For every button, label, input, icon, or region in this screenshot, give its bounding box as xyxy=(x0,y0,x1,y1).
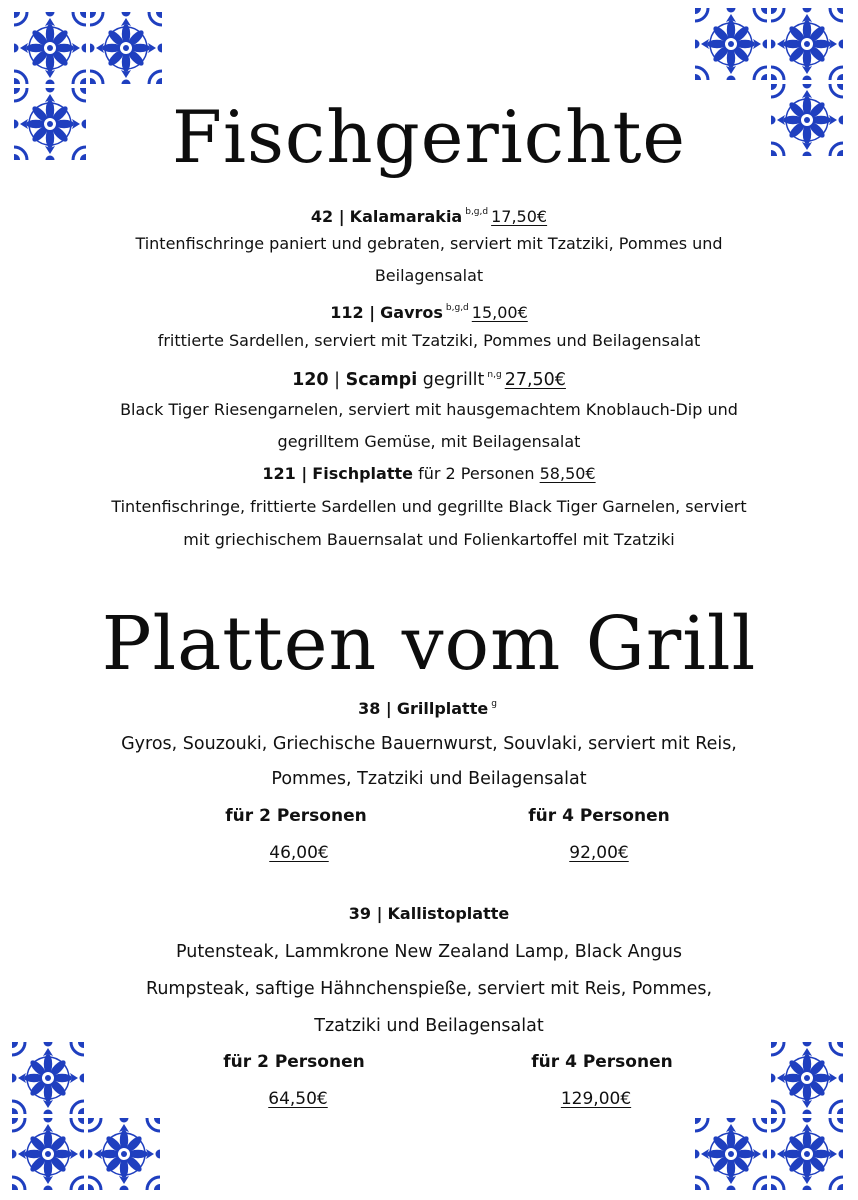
item-description: Tintenfischringe paniert und gebraten, serviert mit Tzatziki, Pommes und xyxy=(135,234,723,253)
azulejo-tile-icon xyxy=(88,1118,160,1190)
item-name: Kallistoplatte xyxy=(387,904,510,923)
item-number: 38 | xyxy=(358,699,392,718)
item-description: Tzatziki und Beilagensalat xyxy=(314,1016,544,1036)
allergen-codes: g xyxy=(491,699,497,709)
option-label: für 2 Personen xyxy=(223,1052,365,1072)
item-name: Grillplatte xyxy=(396,699,489,718)
menu-item-scampi xyxy=(0,364,858,391)
item-suffix: für 2 Personen xyxy=(418,464,535,483)
menu-item-kallistoplatte xyxy=(0,904,858,924)
menu-item-grillplatte xyxy=(0,694,858,719)
allergen-codes: b,g,d xyxy=(445,303,469,313)
option-label: für 4 Personen xyxy=(531,1052,673,1072)
azulejo-tile-icon xyxy=(771,8,843,80)
item-description: Pommes, Tzatziki und Beilagensalat xyxy=(271,769,587,789)
allergen-codes: b,g,d xyxy=(465,207,489,217)
item-description: Beilagensalat xyxy=(374,266,484,285)
item-description: mit griechischem Bauernsalat und Folienkartoffel mit Tzatziki xyxy=(183,530,675,549)
azulejo-tile-icon xyxy=(90,12,162,84)
item-price: 27,50€ xyxy=(504,370,566,390)
section-title-platten-vom-grill: Platten vom Grill xyxy=(101,601,757,687)
item-number: 42 | xyxy=(310,207,345,226)
option-label: für 2 Personen xyxy=(225,806,367,826)
item-separator: | xyxy=(334,370,341,390)
item-name: Scampi xyxy=(345,370,418,390)
item-name: Kalamarakia xyxy=(349,207,463,226)
item-description: frittierte Sardellen, serviert mit Tzatziki, Pommes und Beilagensalat xyxy=(157,331,701,350)
option-price: 64,50€ xyxy=(268,1089,328,1109)
azulejo-tile-icon xyxy=(12,1118,84,1190)
azulejo-tile-icon xyxy=(12,1042,84,1114)
item-price: 58,50€ xyxy=(539,464,596,483)
item-price: 15,00€ xyxy=(471,303,528,322)
menu-item-kalamarakia xyxy=(0,202,858,227)
azulejo-tile-icon xyxy=(771,1042,843,1114)
item-description: gegrilltem Gemüse, mit Beilagensalat xyxy=(277,432,581,451)
item-number: 120 xyxy=(292,370,329,390)
item-description: Rumpsteak, saftige Hähnchenspieße, serviert mit Reis, Pommes, xyxy=(145,979,713,999)
item-description: Black Tiger Riesengarnelen, serviert mit hausgemachtem Knoblauch-Dip und xyxy=(120,400,738,419)
item-number: 112 | xyxy=(330,303,376,322)
section-title-fischgerichte: Fischgerichte xyxy=(171,95,686,179)
item-description: Gyros, Souzouki, Griechische Bauernwurst, Souvlaki, serviert mit Reis, xyxy=(121,734,737,754)
item-name: Fischplatte xyxy=(312,464,413,483)
azulejo-tile-icon xyxy=(695,8,767,80)
item-price: 17,50€ xyxy=(491,207,548,226)
item-description: Putensteak, Lammkrone New Zealand Lamp, Black Angus xyxy=(175,942,683,962)
option-price: 46,00€ xyxy=(269,843,329,863)
menu-item-fischplatte xyxy=(0,464,858,484)
option-label: für 4 Personen xyxy=(528,806,670,826)
menu-item-gavros xyxy=(0,298,858,323)
allergen-codes: n,g xyxy=(487,370,502,380)
item-number: 121 | xyxy=(262,464,308,483)
item-name: Gavros xyxy=(380,303,443,322)
item-number: 39 | xyxy=(348,904,383,923)
azulejo-tile-icon xyxy=(695,1118,767,1190)
item-suffix: gegrillt xyxy=(422,370,485,390)
item-description: Tintenfischringe, frittierte Sardellen und gegrillte Black Tiger Garnelen, serviert xyxy=(111,497,747,516)
option-price: 92,00€ xyxy=(569,843,629,863)
azulejo-tile-icon xyxy=(771,1118,843,1190)
azulejo-tile-icon xyxy=(14,12,86,84)
option-price: 129,00€ xyxy=(560,1089,632,1109)
